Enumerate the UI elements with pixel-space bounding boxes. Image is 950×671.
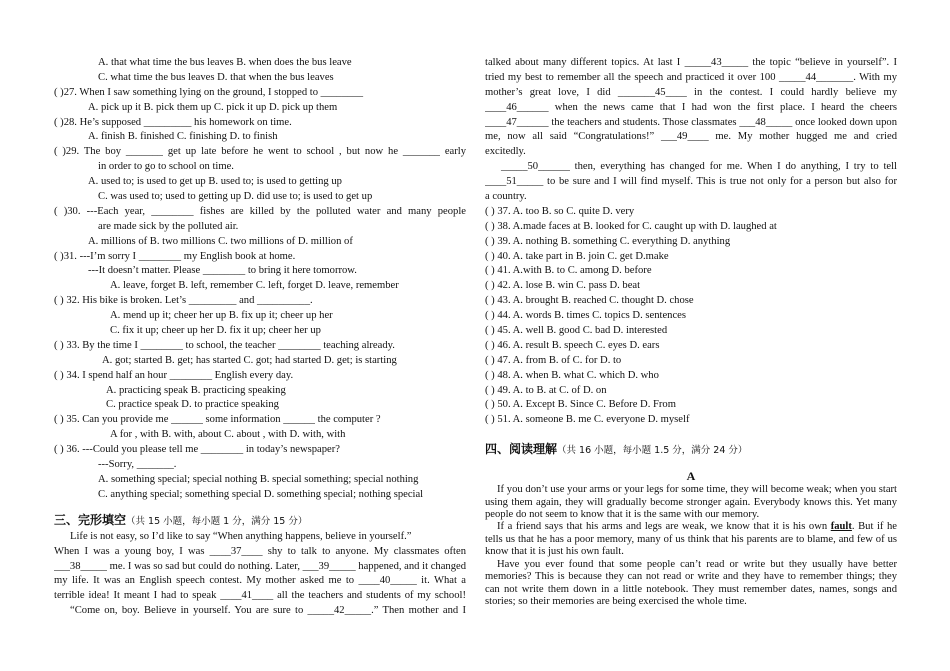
q31-reply: ---It doesn’t matter. Please ________ to bring it here tomorrow. — [88, 265, 357, 277]
q32-options-ab: A. mend up it; cheer her up B. fix up it; cheer up her — [110, 310, 333, 322]
cloze-line-9: mother’s great love, I did _______45____ in the contest. I could hardly believe my — [485, 86, 897, 98]
cloze-line-16: a country. — [485, 191, 527, 203]
q35-stem: ( ) 35. Can you provide me ______ some information ______ the computer ? — [54, 414, 381, 426]
q43-options: ( ) 43. A. brought B. reached C. thought D. chose — [485, 295, 694, 307]
para2-text-b: . But if he tells us that he has a poor memory, many of us think that his parents are to blame, and few of us know that it is just his own fault. — [485, 521, 897, 558]
cloze-line-1: Life is not easy, so I’d like to say “When anything happens, believe in yourself.” — [70, 530, 412, 542]
q34-stem: ( ) 34. I spend half an hour ________ English every day. — [54, 369, 294, 381]
q51-options: ( ) 51. A. someone B. me C. everyone D. myself — [485, 414, 690, 426]
q33-options: A. got; started B. get; has started C. got; had started D. get; is starting — [102, 354, 397, 366]
q48-options: ( ) 48. A. when B. what C. which D. who — [485, 369, 659, 381]
q36-options-ab: A. something special; special nothing B. special something; special nothing — [98, 473, 419, 485]
cloze-line-13: excitedly. — [485, 146, 526, 158]
section3-title: 三、完形填空 — [54, 512, 127, 527]
q28-stem: ( )28. He’s supposed _________ his homework on time. — [54, 116, 292, 128]
section4-subtitle: （共 16 小题，每小题 1.5 分，满分 24 分） — [557, 445, 748, 457]
cloze-line-14: _____50______ then, everything has changed for me. When I do anything, I try to tell — [501, 161, 897, 173]
q35-options: A for , with B. with, about C. about , with D. with, with — [110, 429, 346, 441]
q36-reply: ---Sorry, _______. — [98, 459, 177, 471]
q26-options-ab: A. that what time the bus leaves B. when does the bus leave — [98, 57, 352, 68]
cloze-line-4: my life. It was an English speech contest. My mother asked me to ____40_____ it. What a — [54, 575, 466, 587]
q44-options: ( ) 44. A. words B. times C. topics D. sentences — [485, 310, 686, 322]
section4-heading — [485, 440, 897, 458]
cloze-line-5: terrible idea! It meant I had to speak ____41____ all the teachers and students of my school! — [54, 590, 466, 602]
para2-text-a: If a friend says that his arms and legs are weak, we know that it is his own — [497, 521, 831, 533]
q50-options: ( ) 50. A. Except B. Since C. Before D. From — [485, 399, 676, 411]
left-column — [54, 56, 466, 619]
q47-options: ( ) 47. A. from B. of C. for D. to — [485, 354, 622, 366]
q30-stem-cont: are made sick by the polluted air. — [98, 220, 239, 232]
q32-options-cd: C. fix it up; cheer up her D. fix it up; cheer her up — [110, 325, 321, 337]
q27-stem: ( )27. When I saw something lying on the ground, I stopped to ________ — [54, 86, 364, 98]
cloze-line-8: tried my best to remember all the speech and practiced it over 100 _____44_______. With my — [485, 71, 897, 83]
section4-title: 四、阅读理解 — [485, 442, 558, 457]
q28-options: A. finish B. finished C. finishing D. to finish — [88, 131, 278, 143]
cloze-line-12: me, now all said “Congratulations!” ___49____ me. My mother hugged me and cried — [485, 131, 897, 143]
cloze-line-10: ____46______ when the news came that I had won the first place. I heard the cheers — [485, 101, 897, 113]
q30-options: A. millions of B. two millions C. two millions of D. million of — [88, 235, 353, 247]
q45-options: ( ) 45. A. well B. good C. bad D. interested — [485, 325, 668, 337]
passage-paragraph-1: If you don’t use your arms or your legs for some time, they will become weak; when you start using them again, they will gradually become stronger again. Everybody knows this. Yet many people do not seem to know that it is the same with our memory. — [485, 484, 897, 521]
q34-options-ab: A. practicing speak B. practicing speaking — [106, 384, 286, 396]
cloze-line-3: ___38_____ me. I was so sad but could do nothing. Later, ___39_____ happened, and it changed — [54, 560, 466, 572]
q49-options: ( ) 49. A. to B. at C. of D. on — [485, 384, 607, 396]
cloze-line-2: When I was a young boy, I was ____37____ shy to talk to anyone. My classmates often — [54, 545, 466, 557]
q30-stem: ( )30. ---Each year, ________ fishes are killed by the polluted water and many people — [54, 205, 466, 217]
q41-options: ( ) 41. A.with B. to C. among D. before — [485, 265, 652, 277]
passage-title: A — [686, 469, 696, 484]
q38-options: ( ) 38. A.made faces at B. looked for C. caught up with D. laughed at — [485, 220, 777, 232]
q33-stem: ( ) 33. By the time I ________ to school, the teacher ________ teaching already. — [54, 339, 395, 351]
passage-paragraph-3: Have you ever found that some people can’t read or write but they usually have better memories? This is because they can not read or write and they have to remember things; they can not write them down in a little notebook. They must remember dates, names, songs and stories; so their memories are being exercised the whole time. — [485, 558, 897, 607]
q29-stem: ( )29. The boy _______ get up late before he went to school , but now he _______ early — [54, 146, 466, 158]
cloze-line-15: ____51_____ to be sure and I will find myself. This is true not only for a person but also for — [485, 176, 897, 188]
cloze-line-7: talked about many different topics. At last I _____43_____ the topic “believe in yourself”. I — [485, 57, 897, 68]
q46-options: ( ) 46. A. result B. speech C. eyes D. ears — [485, 339, 660, 351]
q40-options: ( ) 40. A. take part in B. join C. get D.make — [485, 250, 669, 262]
q31-stem: ( )31. ---I’m sorry I ________ my English book at home. — [54, 250, 296, 262]
q34-options-cd: C. practice speak D. to practice speaking — [106, 399, 279, 411]
q29-options-ab: A. used to; is used to get up B. used to; is used to getting up — [88, 176, 342, 188]
section3-heading — [54, 511, 466, 529]
q37-options: ( ) 37. A. too B. so C. quite D. very — [485, 205, 635, 217]
q27-options: A. pick up it B. pick them up C. pick it up D. pick up them — [88, 101, 338, 113]
q26-options-cd: C. what time the bus leaves D. that when the bus leaves — [98, 71, 334, 83]
q32-stem: ( ) 32. His bike is broken. Let’s _________ and __________. — [54, 295, 313, 307]
q31-options: A. leave, forget B. left, remember C. left, forget D. leave, remember — [110, 280, 399, 292]
section3-subtitle: （共 15 小题，每小题 1 分，满分 15 分） — [126, 515, 308, 527]
q36-stem: ( ) 36. ---Could you please tell me ________ in today’s newspaper? — [54, 444, 340, 456]
cloze-line-11: ____47______ the teachers and students. Those classmates ___48_____ once looked down upon — [485, 116, 897, 128]
q29-options-cd: C. was used to; used to getting up D. did use to; is used to get up — [98, 191, 373, 203]
fault-word: fault — [830, 521, 852, 533]
cloze-line-6: “Come on, boy. Believe in yourself. You are sure to _____42_____.” Then mother and I — [70, 605, 466, 617]
q39-options: ( ) 39. A. nothing B. something C. everything D. anything — [485, 235, 731, 247]
q36-options-cd: C. anything special; something special D. something special; nothing special — [98, 488, 424, 500]
passage-paragraph-2 — [485, 521, 897, 558]
right-column — [485, 56, 897, 608]
q29-stem-cont: in order to go to school on time. — [98, 161, 234, 173]
q42-options: ( ) 42. A. lose B. win C. pass D. beat — [485, 280, 641, 292]
